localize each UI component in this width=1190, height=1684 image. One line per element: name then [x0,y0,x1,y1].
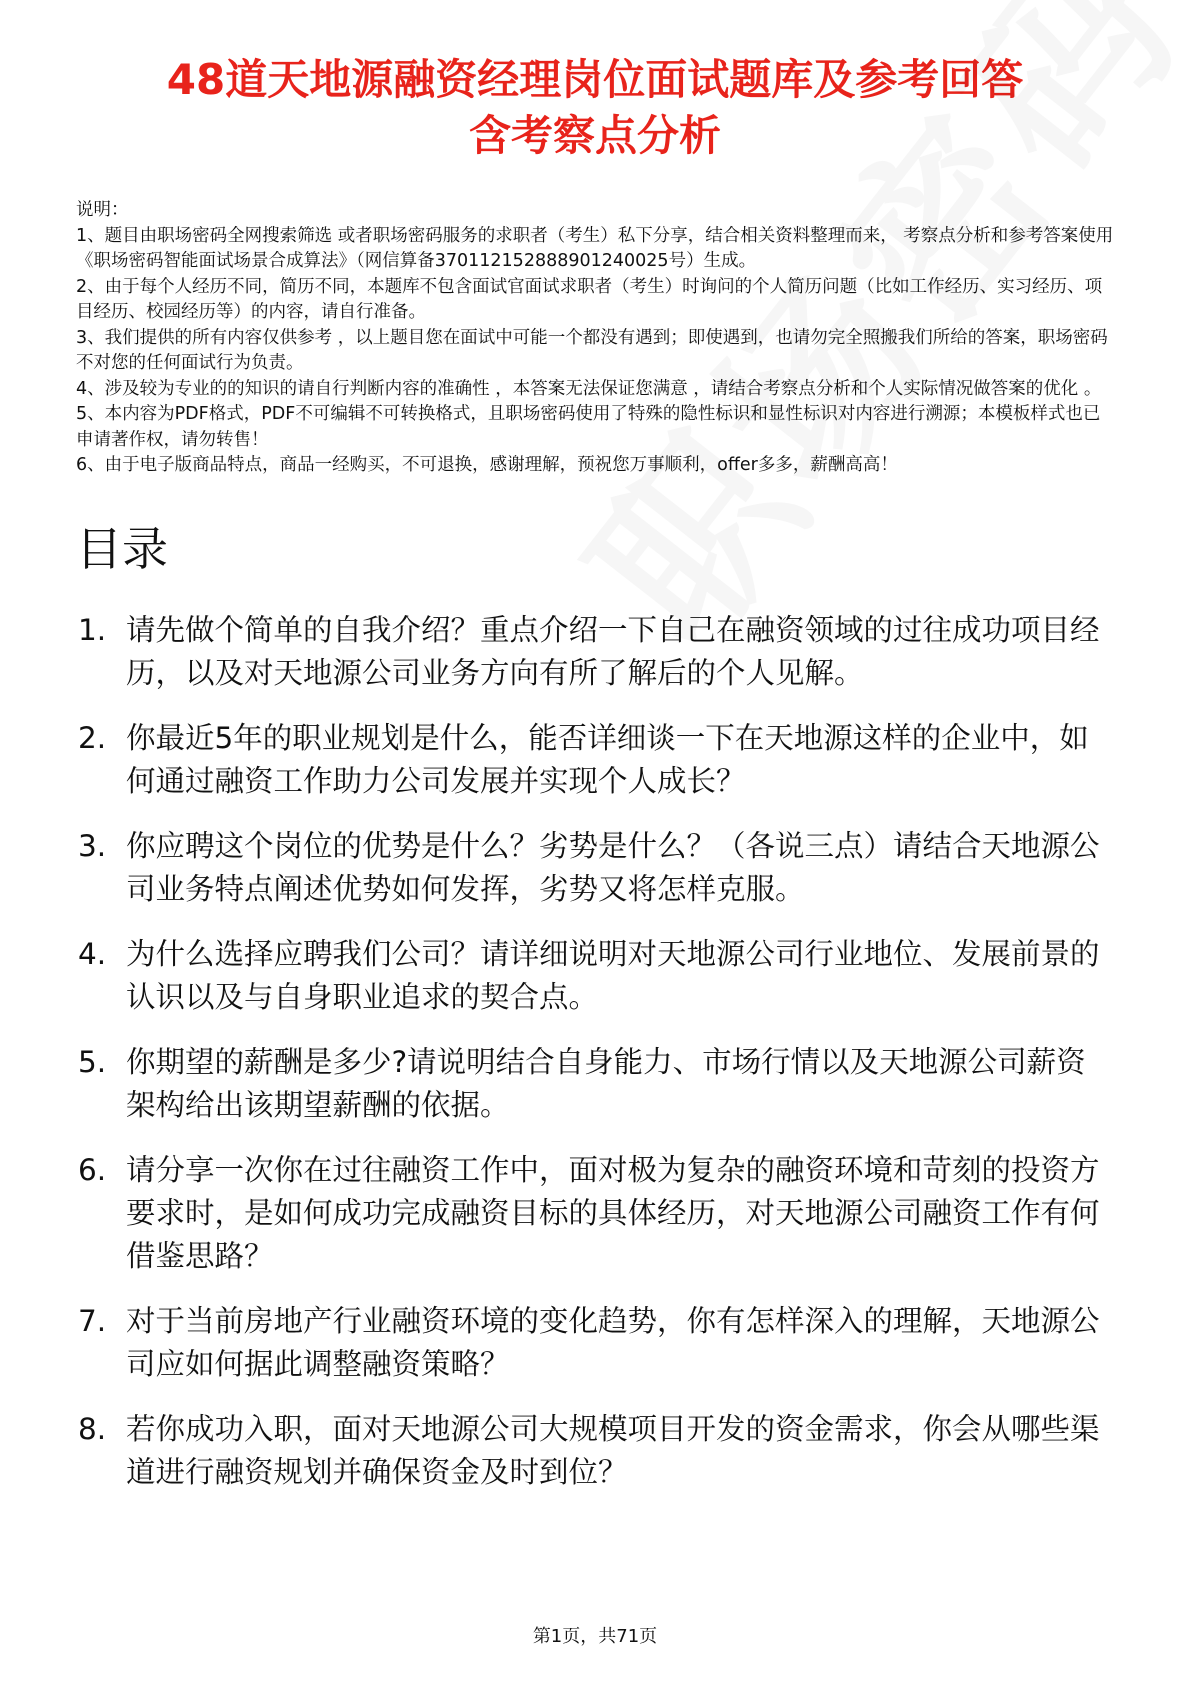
page-footer: 第1页，共71页 [532,1626,658,1647]
note-item: 2、由于每个人经历不同，简历不同，本题库不包含面试官面试求职者（考生）时询问的个人简历问题（比如工作经历、实习经历、项目经历、校园经历等）的内容，请自行准备。 [76,276,1103,322]
toc-item[interactable] [76,1041,1114,1127]
toc-item[interactable] [76,717,1114,803]
toc-heading: 目录 [76,521,168,576]
toc-item-number: 6. [78,1152,107,1187]
notes-header: 说明： [76,200,129,220]
toc-item[interactable] [76,609,1114,695]
note-item: 4、涉及较为专业的的知识的请自行判断内容的准确性 ，本答案无法保证您满意 ，请结合考察点分析和个人实际情况做答案的优化 。 [76,378,1102,399]
title-line-2: 含考察点分析 [468,111,721,160]
notes-section [76,198,1114,479]
toc-item-number: 3. [78,828,107,863]
toc-item-text: 你期望的薪酬是多少?请说明结合自身能力、市场行情以及天地源公司薪资架构给出该期望薪酬的依据。 [126,1044,1086,1122]
toc-item-number: 8. [78,1411,107,1446]
toc-item[interactable] [76,933,1114,1019]
note-item: 5、本内容为PDF格式，PDF不可编辑不可转换格式，且职场密码使用了特殊的隐性标识和显性标识对内容进行溯源；本模板样式也已申请著作权，请勿转售！ [76,404,1101,450]
toc-item-number: 7. [78,1303,107,1338]
toc-item-number: 5. [78,1044,107,1079]
toc-item[interactable] [76,825,1114,911]
note-item: 1、题目由职场密码全网搜索筛选 或者职场密码服务的求职者（考生）私下分享，结合相关资料整理而来， 考察点分析和参考答案使用《职场密码智能面试场景合成算法》（网信算备370112152888901240025号）生成。 [76,225,1114,271]
toc-item[interactable] [76,1408,1114,1494]
note-item: 3、我们提供的所有内容仅供参考 ，以上题目您在面试中可能一个都没有遇到；即使遇到，也请勿完全照搬我们所给的答案，职场密码不对您的任何面试行为负责。 [76,327,1108,373]
toc-item-text: 请先做个简单的自我介绍？重点介绍一下自己在融资领域的过往成功项目经历，以及对天地源公司业务方向有所了解后的个人见解。 [126,612,1100,690]
toc-item[interactable] [76,1149,1114,1278]
note-item: 6、由于电子版商品特点，商品一经购买，不可退换，感谢理解，预祝您万事顺利，offer多多，薪酬高高！ [76,455,898,475]
toc-item[interactable] [76,1300,1114,1386]
toc-item-number: 1. [78,612,107,647]
title-line-1: 48道天地源融资经理岗位面试题库及参考回答 [166,55,1024,104]
toc-item-text: 你最近5年的职业规划是什么，能否详细谈一下在天地源这样的企业中，如何通过融资工作助力公司发展并实现个人成长？ [126,720,1089,798]
toc-item-text: 对于当前房地产行业融资环境的变化趋势，你有怎样深入的理解，天地源公司应如何据此调整融资策略？ [126,1303,1100,1381]
toc-item-text: 若你成功入职，面对天地源公司大规模项目开发的资金需求，你会从哪些渠道进行融资规划并确保资金及时到位？ [126,1411,1100,1489]
document-title [76,52,1114,164]
toc-item-number: 2. [78,720,107,755]
toc-item-text: 你应聘这个岗位的优势是什么？劣势是什么？（各说三点）请结合天地源公司业务特点阐述优势如何发挥，劣势又将怎样克服。 [126,828,1100,906]
toc-item-number: 4. [78,936,107,971]
toc-item-text: 为什么选择应聘我们公司？请详细说明对天地源公司行业地位、发展前景的认识以及与自身职业追求的契合点。 [126,936,1100,1014]
toc-item-text: 请分享一次你在过往融资工作中，面对极为复杂的融资环境和苛刻的投资方要求时，是如何成功完成融资目标的具体经历，对天地源公司融资工作有何借鉴思路？ [126,1152,1100,1273]
table-of-contents [76,609,1114,1494]
